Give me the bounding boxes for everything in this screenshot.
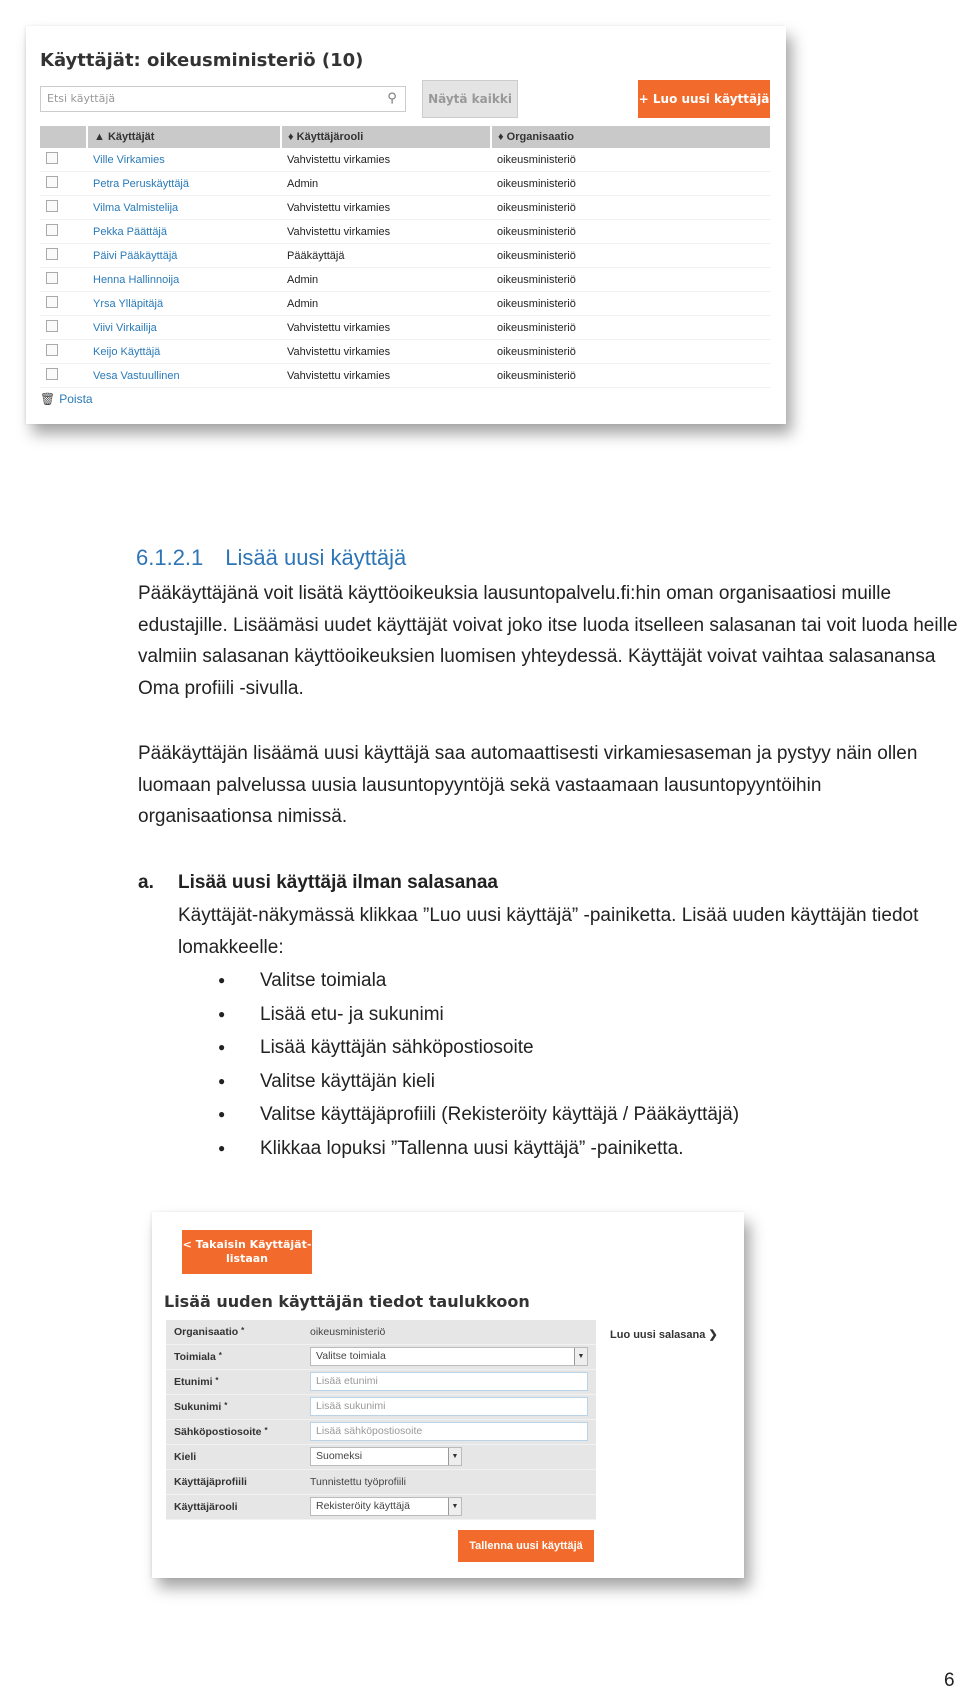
user-role: Vahvistettu virkamies <box>281 196 491 220</box>
row-checkbox[interactable] <box>46 152 58 164</box>
sector-select[interactable] <box>310 1347 588 1366</box>
language-selected: Suomeksi <box>316 1450 363 1462</box>
users-list-title: Käyttäjät: oikeusministeriö (10) <box>40 50 364 71</box>
table-row[interactable] <box>40 148 770 172</box>
user-organization: oikeusministeriö <box>491 340 770 364</box>
list-item: ● Valitse toimiala <box>218 964 739 998</box>
role-select[interactable] <box>310 1497 462 1516</box>
sector-selected: Valitse toimiala <box>316 1350 386 1362</box>
row-checkbox-cell <box>40 196 87 220</box>
user-role: Vahvistettu virkamies <box>281 220 491 244</box>
label-role: Käyttäjärooli <box>174 1501 238 1513</box>
new-user-form <box>166 1320 596 1520</box>
paragraph-1: Pääkäyttäjänä voit lisätä käyttöoikeuksia lausuntopalvelu.fi:hin oman organisaatiosi muille edustajille. Lisäämäsi uudet käyttäjät voivat joko itse luoda itselleen salasanan tai voit luoda heille valmiin salasanan käyttöoikeuksien luomisen yhteydessä. Käyttäjät voivat vaihtaa salasanansa Oma profiili -sivulla. <box>138 583 958 699</box>
table-row[interactable] <box>40 268 770 292</box>
label-organization <box>174 1326 244 1338</box>
user-role: Vahvistettu virkamies <box>281 364 491 388</box>
delete-label: Poista <box>59 392 93 406</box>
create-password-link[interactable] <box>610 1328 718 1341</box>
role-selected: Rekisteröity käyttäjä <box>316 1500 410 1512</box>
row-checkbox[interactable] <box>46 176 58 188</box>
list-item: ● Lisää käyttäjän sähköpostiosoite <box>218 1031 739 1065</box>
first-name-input[interactable]: Lisää etunimi <box>310 1372 588 1391</box>
subsection-heading <box>138 872 498 894</box>
table-row[interactable] <box>40 292 770 316</box>
label-profile: Käyttäjäprofiili <box>174 1476 247 1488</box>
column-header-role[interactable]: ♦ Käyttäjärooli <box>281 126 491 148</box>
row-checkbox-cell <box>40 340 87 364</box>
back-to-users-button[interactable]: < Takaisin Käyttäjät-listaan <box>182 1230 312 1274</box>
form-title: Lisää uuden käyttäjän tiedot taulukkoon <box>164 1292 530 1311</box>
row-checkbox-cell <box>40 148 87 172</box>
form-row-organization <box>166 1320 596 1345</box>
row-checkbox[interactable] <box>46 344 58 356</box>
user-organization: oikeusministeriö <box>491 364 770 388</box>
form-row-profile <box>166 1470 596 1495</box>
table-row[interactable] <box>40 220 770 244</box>
table-row[interactable] <box>40 244 770 268</box>
subsection-letter: a. <box>138 872 154 893</box>
table-row[interactable] <box>40 340 770 364</box>
user-organization: oikeusministeriö <box>491 196 770 220</box>
list-item: ● Lisää etu- ja sukunimi <box>218 998 739 1032</box>
select-column-header <box>40 126 87 148</box>
row-checkbox[interactable] <box>46 272 58 284</box>
form-row-first-name <box>166 1370 596 1395</box>
create-password-label: Luo uusi salasana <box>610 1329 706 1341</box>
label-email <box>174 1426 268 1438</box>
subsection-title: Lisää uusi käyttäjä ilman salasanaa <box>178 872 499 893</box>
trash-icon: 🗑 <box>40 392 56 406</box>
table-row[interactable] <box>40 364 770 388</box>
user-name-link[interactable]: Vilma Valmistelija <box>87 196 281 220</box>
user-role: Admin <box>281 268 491 292</box>
row-checkbox-cell <box>40 220 87 244</box>
form-row-sector <box>166 1345 596 1370</box>
user-organization: oikeusministeriö <box>491 172 770 196</box>
new-user-form-screenshot <box>152 1212 744 1578</box>
table-row[interactable] <box>40 316 770 340</box>
user-organization: oikeusministeriö <box>491 220 770 244</box>
required-mark: * <box>215 1376 219 1385</box>
list-item: ● Valitse käyttäjäprofiili (Rekisteröity käyttäjä / Pääkäyttäjä) <box>218 1098 739 1132</box>
label-organization-text: Organisaatio <box>174 1326 239 1338</box>
row-checkbox-cell <box>40 292 87 316</box>
search-input[interactable] <box>40 86 406 112</box>
user-role: Admin <box>281 172 491 196</box>
user-organization: oikeusministeriö <box>491 268 770 292</box>
last-name-input[interactable]: Lisää sukunimi <box>310 1397 588 1416</box>
column-header-users[interactable]: ▲ Käyttäjät <box>87 126 281 148</box>
user-organization: oikeusministeriö <box>491 244 770 268</box>
users-list-screenshot <box>26 26 786 424</box>
row-checkbox-cell <box>40 364 87 388</box>
user-role: Vahvistettu virkamies <box>281 340 491 364</box>
new-user-button[interactable]: + Luo uusi käyttäjä <box>638 80 770 118</box>
subsection-text: Käyttäjät-näkymässä klikkaa ”Luo uusi käyttäjä” -painiketta. Lisää uuden käyttäjän tiedot lomakkeelle: <box>178 905 919 958</box>
save-new-user-button[interactable]: Tallenna uusi käyttäjä <box>458 1530 594 1562</box>
section-number: 6.1.2.1 <box>136 545 204 570</box>
required-mark: * <box>241 1326 245 1335</box>
user-role: Vahvistettu virkamies <box>281 316 491 340</box>
row-checkbox-cell <box>40 244 87 268</box>
row-checkbox[interactable] <box>46 224 58 236</box>
users-table <box>40 126 770 388</box>
user-name-link[interactable]: Pekka Päättäjä <box>87 220 281 244</box>
user-organization: oikeusministeriö <box>491 292 770 316</box>
user-role: Admin <box>281 292 491 316</box>
required-mark: * <box>264 1426 268 1435</box>
chevron-down-icon[interactable]: ▼ <box>448 1448 461 1465</box>
table-row[interactable] <box>40 172 770 196</box>
label-first-name <box>174 1376 219 1388</box>
list-item: ● Klikkaa lopuksi ”Tallenna uusi käyttäjä” -painiketta. <box>218 1132 739 1166</box>
user-organization: oikeusministeriö <box>491 148 770 172</box>
profile-value: Tunnistettu työprofiili <box>310 1476 406 1488</box>
row-checkbox[interactable] <box>46 320 58 332</box>
section-title: Lisää uusi käyttäjä <box>225 545 407 570</box>
page-number: 6 <box>944 1670 955 1691</box>
delete-button[interactable] <box>40 392 93 406</box>
label-email-text: Sähköpostiosoite <box>174 1426 262 1438</box>
user-role: Pääkäyttäjä <box>281 244 491 268</box>
user-name-link[interactable]: Ville Virkamies <box>87 148 281 172</box>
column-header-org[interactable]: ♦ Organisaatio <box>491 126 770 148</box>
organization-value: oikeusministeriö <box>310 1326 386 1338</box>
chevron-right-icon: ❯ <box>708 1329 718 1341</box>
show-all-button[interactable]: Näytä kaikki <box>422 80 518 118</box>
table-header-row <box>40 126 770 148</box>
row-checkbox-cell <box>40 172 87 196</box>
language-select[interactable] <box>310 1447 462 1466</box>
user-role: Vahvistettu virkamies <box>281 148 491 172</box>
chevron-down-icon[interactable]: ▼ <box>448 1498 461 1515</box>
list-item: ● Valitse käyttäjän kieli <box>218 1065 739 1099</box>
label-sector-text: Toimiala <box>174 1351 216 1363</box>
user-name-link[interactable]: Henna Hallinnoija <box>87 268 281 292</box>
row-checkbox[interactable] <box>46 368 58 380</box>
steps-list <box>218 964 739 1166</box>
user-name-link[interactable]: Viivi Virkailija <box>87 316 281 340</box>
label-first-name-text: Etunimi <box>174 1376 213 1388</box>
label-sector <box>174 1351 222 1363</box>
section-heading <box>136 545 406 571</box>
user-name-link[interactable]: Vesa Vastuullinen <box>87 364 281 388</box>
form-row-email <box>166 1420 596 1445</box>
label-language: Kieli <box>174 1451 197 1463</box>
search-icon[interactable]: ⚲ <box>387 91 397 106</box>
required-mark: * <box>218 1351 222 1360</box>
row-checkbox[interactable] <box>46 248 58 260</box>
row-checkbox-cell <box>40 268 87 292</box>
form-row-last-name <box>166 1395 596 1420</box>
search-placeholder: Etsi käyttäjä <box>47 92 116 105</box>
required-mark: * <box>224 1401 228 1410</box>
paragraph-2: Pääkäyttäjän lisäämä uusi käyttäjä saa automaattisesti virkamiesaseman ja pystyy näin ollen luomaan palvelussa uusia lausuntopyyntöjä sekä vastaamaan lausuntopyyntöihin organisaationsa nimissä. <box>138 743 918 827</box>
row-checkbox[interactable] <box>46 296 58 308</box>
form-row-language <box>166 1445 596 1470</box>
row-checkbox-cell <box>40 316 87 340</box>
user-name-link[interactable]: Petra Peruskäyttäjä <box>87 172 281 196</box>
table-row[interactable] <box>40 196 770 220</box>
label-last-name <box>174 1401 227 1413</box>
user-name-link[interactable]: Yrsa Ylläpitäjä <box>87 292 281 316</box>
chevron-down-icon[interactable]: ▼ <box>574 1348 587 1365</box>
email-input[interactable]: Lisää sähköpostiosoite <box>310 1422 588 1441</box>
form-row-role <box>166 1495 596 1520</box>
user-name-link[interactable]: Päivi Pääkäyttäjä <box>87 244 281 268</box>
label-last-name-text: Sukunimi <box>174 1401 222 1413</box>
user-name-link[interactable]: Keijo Käyttäjä <box>87 340 281 364</box>
user-organization: oikeusministeriö <box>491 316 770 340</box>
row-checkbox[interactable] <box>46 200 58 212</box>
